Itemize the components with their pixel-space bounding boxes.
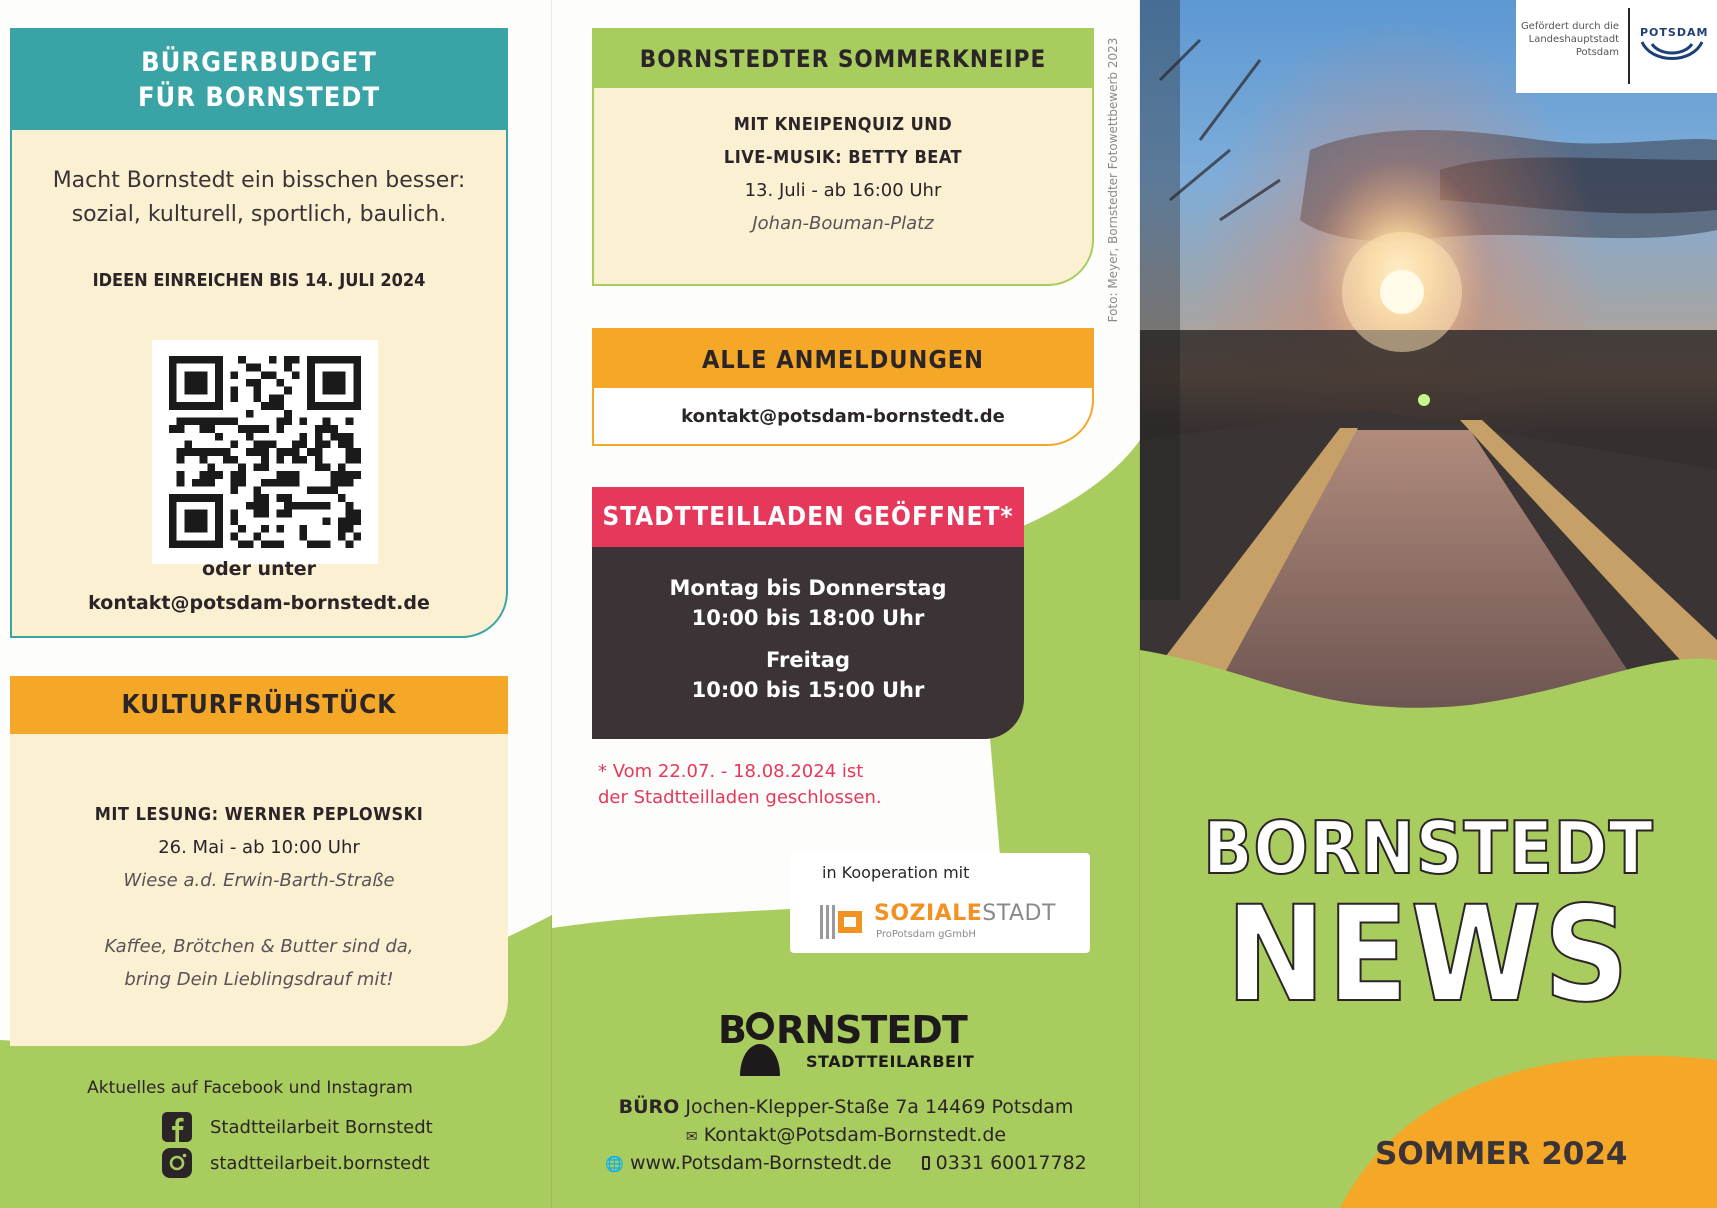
- instagram-label: stadtteilarbeit.bornstedt: [210, 1152, 430, 1174]
- kneipe-card-header: [594, 30, 1092, 88]
- facebook-link[interactable]: [162, 1112, 433, 1142]
- budget-title-line2: FÜR BORNSTEDT: [137, 82, 381, 113]
- office-website[interactable]: www.Potsdam-Bornstedt.de: [629, 1152, 892, 1174]
- instagram-icon: [162, 1148, 192, 1178]
- person-logo-icon: [738, 1012, 782, 1076]
- office-phone[interactable]: 0331 60017782: [935, 1152, 1087, 1174]
- budget-alt-label: oder unter: [202, 558, 316, 580]
- closure-note-line1: * Vom 22.07. - 18.08.2024 ist: [598, 761, 864, 782]
- kultur-date: 26. Mai - ab 10:00 Uhr: [158, 837, 360, 858]
- facebook-icon: [162, 1112, 192, 1142]
- budget-intro-line1: Macht Bornstedt ein bisschen besser:: [52, 168, 466, 193]
- kneipe-date: 13. Juli - ab 16:00 Uhr: [744, 180, 942, 201]
- budget-deadline: IDEEN EINREICHEN BIS 14. JULI 2024: [92, 270, 426, 291]
- stadtteilladen-card-header: [592, 487, 1024, 547]
- stadtteilladen-card: [592, 487, 1024, 739]
- office-address: [552, 1096, 1140, 1118]
- hours-time-1: 10:00 bis 18:00 Uhr: [691, 606, 925, 630]
- office-address-text: Jochen-Klepper-Staße 7a 14469 Potsdam: [685, 1096, 1074, 1118]
- anmeldung-card: [592, 328, 1094, 446]
- anmeldung-email-link[interactable]: kontakt@potsdam-bornstedt.de: [681, 406, 1005, 427]
- kneipe-card: [592, 28, 1094, 286]
- hours-time-2: 10:00 bis 15:00 Uhr: [691, 678, 925, 702]
- soziale-stadt-logo: [874, 901, 1056, 926]
- potsdam-logo-text: POTSDAM: [1640, 26, 1709, 39]
- globe-icon: 🌐: [605, 1155, 624, 1173]
- photo-credit-wrap: [1106, 30, 1132, 330]
- potsdam-logo-icon: [1640, 40, 1704, 64]
- org-logo-sub: STADTTEILARBEIT: [806, 1052, 975, 1071]
- kultur-location: Wiese a.d. Erwin-Barth-Straße: [123, 870, 395, 891]
- sponsor-divider: [1628, 8, 1630, 84]
- org-logo-part1: B: [718, 1008, 746, 1052]
- partner-name-part1: SOZIALE: [874, 901, 983, 926]
- anmeldung-card-header: [594, 330, 1092, 388]
- partner-sub: ProPotsdam gGmbH: [876, 929, 976, 940]
- season-label: SOMMER 2024: [1375, 1136, 1628, 1172]
- facebook-label: Stadtteilarbeit Bornstedt: [210, 1116, 433, 1138]
- budget-title-line1: BÜRGERBUDGET: [141, 47, 377, 78]
- sponsor-line1: Gefördert durch die: [1520, 21, 1619, 32]
- envelope-icon: ✉: [685, 1129, 698, 1145]
- bornstedt-stadtteilarbeit-logo: [718, 1008, 978, 1078]
- closure-note-line2: der Stadtteilladen geschlossen.: [598, 787, 882, 808]
- hours-days-2: Freitag: [765, 648, 851, 672]
- title-bornstedt: BORNSTEDT: [1203, 806, 1654, 890]
- sponsor-line2: Landeshauptstadt: [1528, 34, 1619, 45]
- sponsor-logo-box: [1516, 0, 1717, 93]
- budget-email-link[interactable]: kontakt@potsdam-bornstedt.de: [88, 592, 430, 614]
- office-label: BÜRO: [618, 1096, 680, 1118]
- org-logo-part2: RNSTEDT: [775, 1008, 967, 1052]
- hours-days-1: Montag bis Donnerstag: [669, 576, 947, 600]
- soziale-stadt-logo-icon: [820, 905, 864, 939]
- office-web-phone-row: [552, 1152, 1140, 1174]
- kneipe-subtitle-line2: LIVE-MUSIK: BETTY BEAT: [723, 147, 963, 168]
- kultur-subtitle: MIT LESUNG: WERNER PEPLOWSKI: [94, 804, 424, 825]
- kultur-note-line1: Kaffee, Brötchen & Butter sind da,: [104, 936, 414, 957]
- instagram-link[interactable]: [162, 1148, 430, 1178]
- budget-intro-line2: sozial, kulturell, sportlich, baulich.: [71, 202, 447, 227]
- kultur-title: KULTURFRÜHSTÜCK: [121, 690, 397, 720]
- kultur-note-line2: bring Dein Lieblingsdrauf mit!: [124, 969, 394, 990]
- qr-code[interactable]: [152, 340, 378, 564]
- cooperation-box: [790, 853, 1090, 953]
- title-news: NEWS: [1225, 878, 1632, 1032]
- office-email-row[interactable]: [552, 1124, 1140, 1146]
- kneipe-subtitle-line1: MIT KNEIPENQUIZ UND: [733, 114, 953, 135]
- office-email: Kontakt@Potsdam-Bornstedt.de: [703, 1124, 1007, 1146]
- left-panel: [0, 0, 552, 1208]
- cooperation-label: in Kooperation mit: [822, 863, 970, 882]
- social-heading: Aktuelles auf Facebook und Instagram: [87, 1078, 413, 1098]
- sponsor-line3: Potsdam: [1575, 47, 1619, 58]
- right-panel: [1140, 0, 1717, 1208]
- kneipe-location: Johan-Bouman-Platz: [752, 213, 934, 234]
- kneipe-title: BORNSTEDTER SOMMERKNEIPE: [639, 45, 1047, 73]
- budget-card-header: [12, 30, 506, 130]
- anmeldung-title: ALLE ANMELDUNGEN: [702, 344, 984, 374]
- stadtteilladen-title: STADTTEILLADEN GEÖFFNET*: [602, 502, 1014, 532]
- budget-card: [10, 28, 508, 638]
- phone-icon: [922, 1156, 930, 1170]
- qr-code-image: [168, 356, 362, 548]
- kultur-card-header: [10, 676, 508, 734]
- photo-credit: Foto: Meyer, Bornstedter Fotowettbewerb 2023: [1106, 37, 1120, 323]
- partner-name-part2: STADT: [982, 901, 1056, 926]
- kultur-card: [10, 676, 508, 1046]
